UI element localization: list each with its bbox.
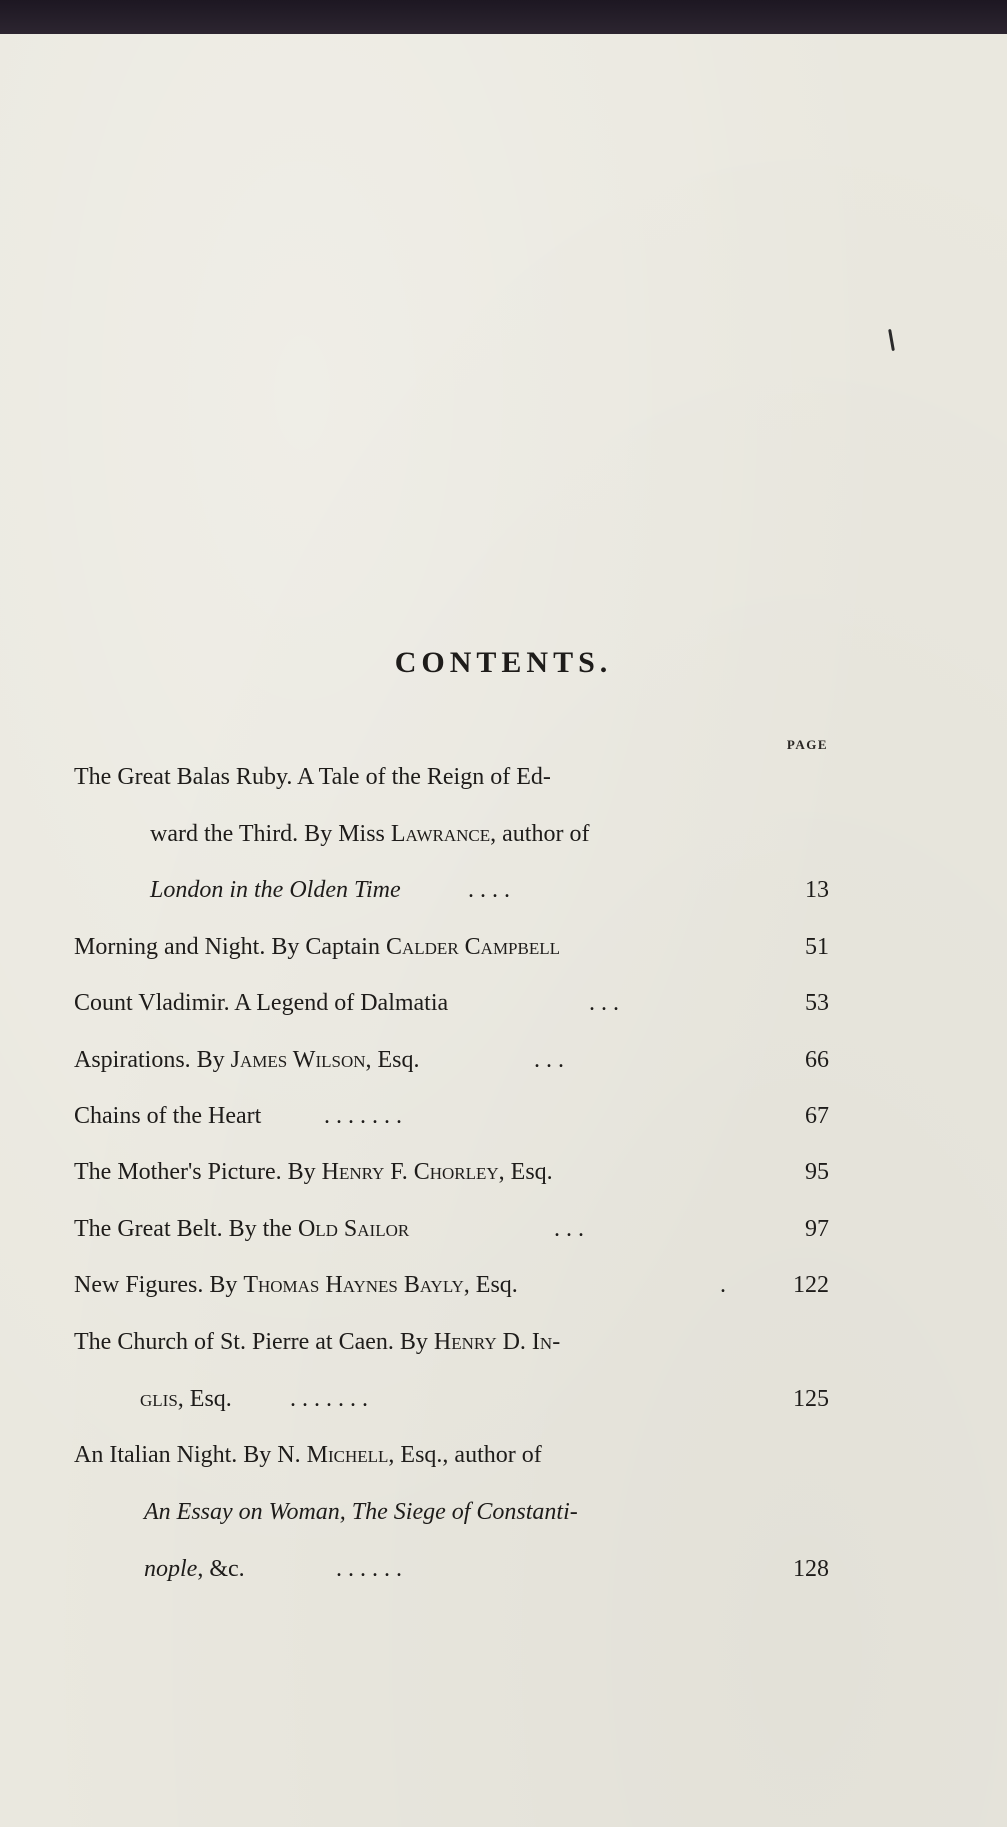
entry-text: An Italian Night. By N. Michell, Esq., author of [74, 1442, 542, 1468]
entry-text: nople, &c. [144, 1556, 245, 1582]
page-number: 128 [793, 1556, 829, 1582]
author-name: Calder Campbell [385, 934, 560, 960]
page-number: 51 [805, 934, 829, 960]
entry-text: Morning and Night. By Captain Calder Campbell [74, 934, 560, 960]
page-number: 67 [805, 1103, 829, 1129]
entry-text: Aspirations. By James Wilson, Esq. [74, 1047, 420, 1073]
toc-entry-1-line-1 [74, 764, 829, 804]
toc-entry-10-line-1 [74, 1442, 829, 1482]
entry-text: New Figures. By Thomas Haynes Bayly, Esq. [74, 1272, 518, 1298]
leader-dots: . . . [589, 990, 619, 1016]
author-name: Old Sailor [297, 1216, 410, 1242]
author-name: glis [140, 1386, 178, 1412]
toc-entry-1-line-2 [74, 821, 829, 861]
entry-text: glis, Esq. [140, 1386, 232, 1412]
page-number: 66 [805, 1047, 829, 1073]
toc-entry-3 [74, 990, 829, 1030]
leader-dots: . . . . . . [336, 1556, 402, 1582]
toc-entry-1-line-3 [74, 877, 829, 917]
entry-text: An Essay on Woman, The Siege of Constanti- [144, 1499, 578, 1525]
toc-entry-2 [74, 934, 829, 974]
toc-entry-6 [74, 1159, 829, 1199]
scan-top-band [0, 0, 1007, 34]
toc-entry-8 [74, 1272, 829, 1312]
toc-entry-9-line-1 [74, 1329, 829, 1369]
leader-dots: . [720, 1272, 726, 1298]
pencil-mark [888, 329, 895, 351]
entry-text: The Great Belt. By the Old Sailor [74, 1216, 410, 1242]
page-number: 122 [793, 1272, 829, 1298]
leader-dots: . . . . [468, 877, 510, 903]
toc-entry-10-line-2 [74, 1499, 829, 1539]
page-number: 95 [805, 1159, 829, 1185]
entry-text: The Mother's Picture. By Henry F. Chorley, Esq. [74, 1159, 553, 1185]
author-name: James Wilson [230, 1047, 366, 1073]
page-column-heading: PAGE [786, 737, 828, 752]
entry-text: London in the Olden Time [150, 877, 401, 903]
page-number: 125 [793, 1386, 829, 1412]
leader-dots: . . . [534, 1047, 564, 1073]
leader-dots: . . . . . . . [290, 1386, 368, 1412]
page-number: 53 [805, 990, 829, 1016]
author-name: Michell [306, 1442, 389, 1468]
toc-entry-5 [74, 1103, 829, 1143]
author-name: Henry F. Chorley [321, 1159, 499, 1185]
contents-title: CONTENTS. [394, 646, 613, 679]
page-number: 97 [805, 1216, 829, 1242]
author-name: Henry D. In- [433, 1329, 561, 1355]
author-name: Thomas Haynes Bayly [243, 1272, 464, 1298]
author-name: Lawrance [390, 821, 491, 847]
entry-text: ward the Third. By Miss Lawrance, author of [150, 821, 590, 847]
toc-entry-9-line-2 [74, 1386, 829, 1426]
page-number: 13 [805, 877, 829, 903]
entry-text: Chains of the Heart [74, 1103, 262, 1129]
toc-entry-10-line-3 [74, 1556, 829, 1596]
toc-entry-4 [74, 1047, 829, 1087]
toc-entry-7 [74, 1216, 829, 1256]
entry-text: Count Vladimir. A Legend of Dalmatia [74, 990, 449, 1016]
entry-text: The Church of St. Pierre at Caen. By Henry D. In- [74, 1329, 561, 1355]
leader-dots: . . . . . . . [324, 1103, 402, 1129]
entry-text: The Great Balas Ruby. A Tale of the Reign of Ed- [74, 764, 551, 790]
leader-dots: . . . [554, 1216, 584, 1242]
